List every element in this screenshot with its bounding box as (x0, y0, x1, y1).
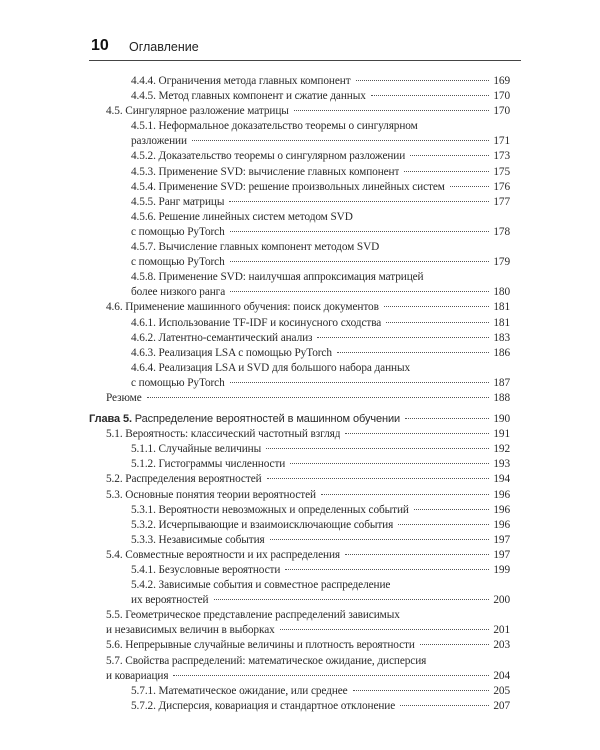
dot-leader (345, 554, 489, 555)
dot-leader (173, 675, 489, 676)
dot-leader (270, 539, 490, 540)
toc-entry-line (106, 472, 510, 487)
toc-entry-title: 5.3.1. Вероятности невозможных и определенных событий (131, 503, 409, 516)
toc-entry[interactable] (89, 210, 510, 240)
dot-leader (229, 201, 489, 202)
toc-entry[interactable] (89, 331, 510, 346)
toc-entry[interactable] (89, 316, 510, 331)
toc-entry-title: 4.6.4. Реализация LSA и SVD для большого набора данных (131, 361, 410, 374)
toc-entry[interactable] (89, 391, 510, 406)
toc-entry[interactable] (89, 654, 510, 684)
toc-page-number: 207 (493, 699, 510, 712)
toc-entry-line (131, 699, 510, 714)
toc-entry-line (106, 548, 510, 563)
toc-page-number: 199 (493, 564, 510, 576)
toc-entry-title: 5.4.2. Зависимые события и совместное распределение (131, 579, 391, 592)
toc-entry-title: 5.1. Вероятность: классический частотный взгляд (106, 428, 341, 441)
toc-entry-line (131, 503, 510, 518)
toc-page-number: 204 (493, 669, 510, 682)
dot-leader (450, 186, 490, 187)
toc-entry[interactable] (89, 270, 510, 300)
toc-entry-title: 4.6.2. Латентно-семантический анализ (131, 331, 313, 344)
toc-entry[interactable] (89, 563, 510, 578)
toc-entry-line (106, 608, 510, 623)
toc-entry-title: 5.1.1. Случайные величины (131, 443, 262, 456)
toc-page-number: 196 (493, 518, 510, 531)
toc-entry-line (106, 623, 510, 638)
toc-entry[interactable] (89, 346, 510, 361)
toc-entry-title: 4.5.4. Применение SVD: решение произвольных линейных систем (131, 180, 445, 193)
toc-entry-line (131, 210, 510, 225)
toc-entry-line (131, 684, 510, 699)
toc-entry-title: с помощью PyTorch (131, 256, 225, 269)
dot-leader (386, 322, 489, 323)
toc-entry-title: 4.5.6. Решение линейных систем методом SVD (131, 210, 353, 223)
dot-leader (400, 705, 489, 706)
page-header (89, 36, 521, 61)
toc-page-number: 188 (493, 391, 510, 404)
toc-page-number: 193 (493, 458, 510, 471)
toc-entry-title: с помощью PyTorch (131, 376, 225, 389)
toc-entry-line (106, 488, 510, 503)
toc-page-number: 170 (493, 105, 510, 118)
toc-page-number: 203 (493, 639, 510, 652)
toc-page-number: 178 (493, 225, 510, 238)
toc-entry-line (131, 149, 510, 164)
toc-entry-title: 5.7. Свойства распределений: математическое ожидание, дисперсия (106, 654, 427, 667)
toc-page-number: 200 (493, 594, 510, 607)
toc-page-number: 192 (493, 443, 510, 456)
toc-entry-line (131, 180, 510, 195)
toc-entry-title: 5.7.1. Математическое ожидание, или среднее (131, 684, 348, 697)
dot-leader (356, 80, 490, 81)
toc-page-number: 197 (493, 548, 510, 561)
toc-entry-line (131, 225, 510, 240)
toc-entry-title: 4.6. Применение машинного обучения: поиск документов (106, 301, 379, 314)
toc-entry-line (131, 316, 510, 331)
dot-leader (294, 110, 490, 111)
toc-entry-title: Резюме (106, 391, 142, 404)
toc-entry-title: 5.6. Непрерывные случайные величины и плотность вероятности (106, 639, 415, 652)
toc-entry[interactable] (89, 638, 510, 653)
toc-entry-line (131, 533, 510, 548)
toc-entry-line (106, 300, 510, 315)
toc-entry[interactable] (89, 240, 510, 270)
toc-entry-title: 4.6.1. Использование TF-IDF и косинусного сходства (131, 316, 382, 329)
dot-leader (414, 509, 489, 510)
toc-page-number: 181 (493, 316, 510, 329)
toc-entry-line (131, 578, 510, 593)
dot-leader (230, 231, 490, 232)
dot-leader (230, 382, 490, 383)
toc-entry[interactable] (89, 578, 510, 608)
dot-leader (384, 306, 490, 307)
toc-entry-line (131, 457, 510, 472)
toc-entry[interactable] (89, 548, 510, 563)
toc-entry[interactable] (89, 74, 510, 89)
toc-entry[interactable] (89, 119, 510, 149)
toc-entry-line (106, 669, 510, 684)
toc-page-number: 187 (493, 376, 510, 389)
toc-entry-line (131, 119, 510, 134)
toc-page-number: 173 (493, 150, 510, 163)
toc-entry-line (106, 427, 510, 442)
toc-entry[interactable] (89, 104, 510, 119)
toc-entry-title: их вероятностей (131, 594, 209, 607)
toc-entry[interactable] (89, 699, 510, 714)
toc-entry[interactable] (89, 608, 510, 638)
toc-entry-title: 4.5.3. Применение SVD: вычисление главных компонент (131, 165, 400, 178)
toc-entry[interactable] (89, 518, 510, 533)
toc-page-number: 170 (493, 90, 510, 103)
toc-page-number: 175 (493, 165, 510, 178)
toc-entry-line (131, 285, 510, 300)
toc-entry[interactable] (89, 684, 510, 699)
toc-page-number: 205 (493, 684, 510, 697)
chapter-title: Распределение вероятностей в машинном обучении (134, 413, 401, 426)
toc-entry-title: 4.5.2. Доказательство теоремы о сингулярном разложении (131, 150, 406, 163)
toc-entry-title: 5.3.3. Независимые события (131, 533, 265, 546)
toc-entry-line (131, 195, 510, 210)
dot-leader (147, 397, 490, 398)
toc-entry-title: 4.6.3. Реализация LSA с помощью PyTorch (131, 346, 332, 359)
toc-entry-line (89, 412, 510, 427)
toc-entry-title: 5.4. Совместные вероятности и их распределения (106, 548, 340, 561)
toc-entry-line (131, 240, 510, 255)
toc-page-number: 177 (493, 195, 510, 208)
dot-leader (405, 418, 489, 419)
toc-entry[interactable] (89, 503, 510, 518)
chapter-label: Глава 5. (89, 413, 132, 426)
toc-entry-line (106, 654, 510, 669)
toc-page-number: 190 (493, 413, 510, 426)
toc-entry[interactable] (89, 361, 510, 391)
toc-entry-line (131, 442, 510, 457)
toc-page-number: 176 (493, 180, 510, 193)
toc-entry-line (131, 255, 510, 270)
toc-entry-line (131, 563, 510, 578)
page-number: 10 (91, 37, 109, 54)
toc-entry[interactable] (89, 472, 510, 487)
dot-leader (398, 524, 489, 525)
toc-entry-title: разложении (131, 135, 187, 148)
dot-leader (266, 448, 489, 449)
toc-entry-line (131, 331, 510, 346)
toc-entry-title: 4.5.7. Вычисление главных компонент методом SVD (131, 241, 380, 254)
running-title: Оглавление (129, 40, 199, 54)
toc-entry-line (131, 74, 510, 89)
toc-entry-title: и независимых величин в выборках (106, 624, 275, 637)
toc-entry-line (131, 165, 510, 180)
toc-entry-line (131, 270, 510, 285)
dot-leader (230, 291, 489, 292)
toc-page-number: 179 (493, 256, 510, 269)
dot-leader (230, 261, 490, 262)
toc-page-number: 180 (493, 286, 510, 299)
toc-entry[interactable] (89, 89, 510, 104)
toc-page-number: 186 (493, 346, 510, 359)
toc-page-number: 181 (493, 301, 510, 314)
dot-leader (353, 690, 490, 691)
toc-entry-line (106, 391, 510, 406)
table-of-contents (89, 74, 510, 714)
toc-entry-line (131, 518, 510, 533)
toc-entry-title: 5.3.2. Исчерпывающие и взаимоисключающие события (131, 518, 394, 531)
dot-leader (371, 95, 490, 96)
toc-entry-title: 5.3. Основные понятия теории вероятностей (106, 488, 316, 501)
dot-leader (280, 629, 490, 630)
toc-page-number: 171 (493, 135, 510, 148)
toc-entry-title: 4.5.1. Неформальное доказательство теоремы о сингулярном (131, 120, 418, 133)
toc-page-number: 194 (493, 473, 510, 486)
toc-entry-title: 5.7.2. Дисперсия, ковариация и стандартное отклонение (131, 699, 396, 712)
toc-entry-line (131, 376, 510, 391)
dot-leader (321, 494, 489, 495)
dot-leader (317, 337, 489, 338)
toc-entry-title (89, 412, 400, 427)
toc-entry-line (131, 346, 510, 361)
toc-entry-title: более низкого ранга (131, 286, 226, 299)
toc-entry-title: 5.1.2. Гистограммы численности (131, 458, 286, 471)
dot-leader (404, 171, 489, 172)
toc-page-number: 196 (493, 488, 510, 501)
toc-page-number: 201 (493, 624, 510, 637)
toc-entry-title: 4.5.5. Ранг матрицы (131, 195, 225, 208)
toc-entry-title: 4.4.4. Ограничения метода главных компонент (131, 75, 351, 87)
toc-entry-line (131, 593, 510, 608)
toc-entry-title: 4.5.8. Применение SVD: наилучшая аппроксимация матрицей (131, 271, 424, 284)
toc-chapter-entry[interactable] (89, 412, 510, 427)
toc-entry[interactable] (89, 149, 510, 164)
toc-entry-line (131, 361, 510, 376)
dot-leader (345, 433, 489, 434)
toc-page-number: 169 (493, 75, 510, 87)
toc-entry-title: 5.4.1. Безусловные вероятности (131, 564, 281, 576)
dot-leader (420, 644, 490, 645)
toc-entry[interactable] (89, 180, 510, 195)
dot-leader (285, 569, 489, 570)
toc-page-number: 197 (493, 533, 510, 546)
toc-entry-line (106, 104, 510, 119)
toc-entry[interactable] (89, 195, 510, 210)
toc-entry-title: 4.4.5. Метод главных компонент и сжатие данных (131, 90, 366, 103)
toc-entry-title: 5.5. Геометрическое представление распределений зависимых (106, 609, 400, 622)
toc-entry-title: с помощью PyTorch (131, 225, 225, 238)
toc-entry[interactable] (89, 533, 510, 548)
toc-entry[interactable] (89, 427, 510, 442)
toc-entry-line (131, 89, 510, 104)
toc-page-number: 196 (493, 503, 510, 516)
toc-entry[interactable] (89, 457, 510, 472)
toc-entry-line (106, 638, 510, 653)
dot-leader (267, 478, 490, 479)
dot-leader (337, 352, 489, 353)
toc-entry[interactable] (89, 488, 510, 503)
toc-entry-title: 4.5. Сингулярное разложение матрицы (106, 105, 289, 118)
toc-page-number: 183 (493, 331, 510, 344)
toc-entry-title: и ковариация (106, 669, 169, 682)
dot-leader (192, 140, 489, 141)
toc-entry[interactable] (89, 300, 510, 315)
toc-entry-title: 5.2. Распределения вероятностей (106, 473, 262, 486)
dot-leader (290, 463, 489, 464)
toc-page-number: 191 (493, 428, 510, 441)
toc-entry[interactable] (89, 442, 510, 457)
dot-leader (214, 599, 490, 600)
toc-entry-line (131, 134, 510, 149)
dot-leader (410, 155, 489, 156)
toc-entry[interactable] (89, 165, 510, 180)
